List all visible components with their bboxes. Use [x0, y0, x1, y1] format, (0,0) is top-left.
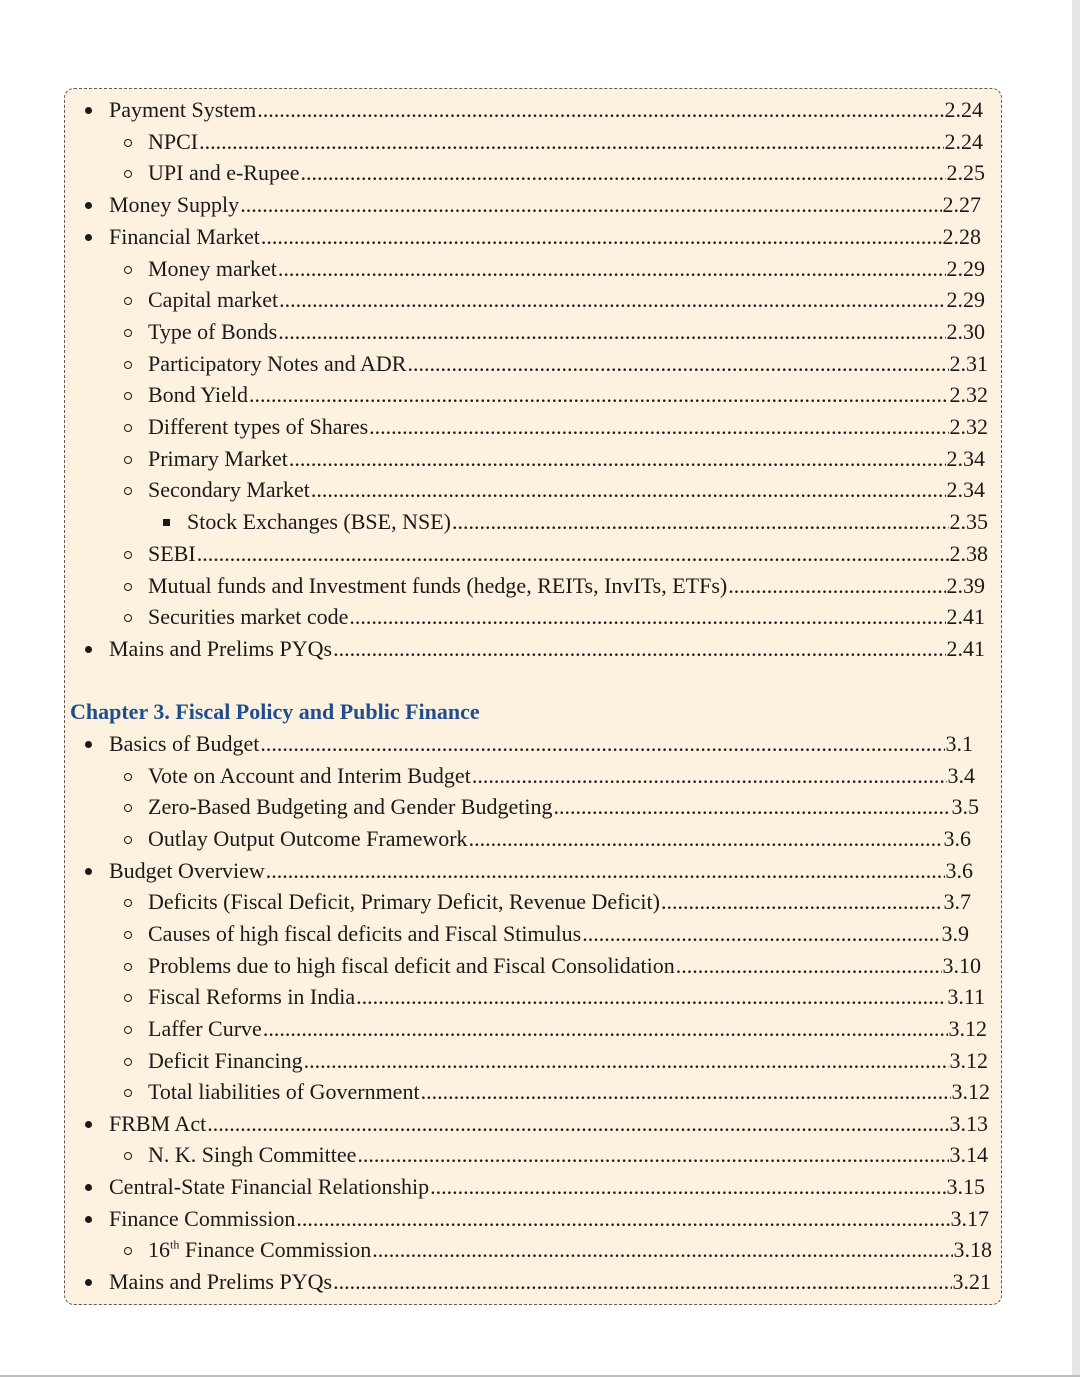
toc-entry-label: Total liabilities of Government: [148, 1079, 420, 1105]
dot-leader: [289, 444, 946, 474]
toc-entry-label: Type of Bonds: [148, 318, 278, 344]
toc-page-number: 3.12: [949, 1047, 988, 1073]
dot-leader: [369, 412, 948, 442]
toc-page-number: 2.28: [942, 223, 981, 249]
bullet-disc-icon: [85, 741, 92, 748]
bullet-disc-icon: [85, 646, 92, 653]
toc-entry-superscript: th: [170, 1238, 180, 1253]
toc-entry[interactable]: [148, 571, 985, 601]
toc-page-number: 2.30: [946, 318, 985, 344]
dot-leader: [356, 982, 946, 1012]
toc-entry-label: Different types of Shares: [148, 414, 369, 439]
dot-leader: [260, 729, 944, 759]
toc-page-number: 2.31: [949, 350, 988, 376]
toc-page-number: 3.6: [945, 857, 973, 883]
dot-leader: [311, 475, 946, 505]
toc-entry[interactable]: [109, 95, 983, 125]
bullet-circle-icon: [124, 773, 132, 781]
toc-entry-label: Capital market: [148, 287, 279, 313]
toc-entry-label: N. K. Singh Committee: [148, 1142, 357, 1168]
toc-entry-label: Outlay Output Outcome Framework: [148, 825, 468, 851]
toc-entry[interactable]: [109, 1109, 988, 1139]
toc-entry[interactable]: [148, 412, 988, 442]
toc-entry-label: Basics of Budget: [109, 731, 260, 756]
toc-entry-label: Fiscal Reforms in India: [148, 984, 356, 1010]
dot-leader: [301, 158, 946, 188]
dot-leader: [421, 1077, 951, 1107]
bullet-circle-icon: [124, 836, 132, 844]
dot-leader: [296, 1204, 949, 1234]
dot-leader: [452, 507, 949, 537]
toc-page-number: 2.41: [946, 635, 985, 661]
toc-entry-label: Money Supply: [109, 192, 240, 218]
toc-entry-label: Primary Market: [148, 445, 288, 471]
toc-entry-label: Payment System: [109, 97, 257, 122]
dot-leader: [278, 317, 945, 347]
toc-page-number: 3.15: [946, 1174, 985, 1200]
bullet-circle-icon: [124, 551, 132, 559]
dot-leader: [430, 1172, 945, 1202]
toc-page-number: 3.12: [951, 1079, 990, 1105]
toc-page-number: 3.5: [951, 794, 979, 820]
toc-entry-label: SEBI: [148, 540, 196, 566]
toc-entry-label: Deficits (Fiscal Deficit, Primary Deficit, Revenue Deficit): [148, 889, 660, 915]
dot-leader: [261, 222, 942, 252]
bullet-disc-icon: [85, 868, 92, 875]
toc-page-number: 2.29: [946, 255, 985, 281]
toc-entry-label: Problems due to high fiscal deficit and Fiscal Consolidation: [148, 952, 675, 978]
toc-entry[interactable]: [148, 349, 988, 379]
dot-leader: [728, 571, 945, 601]
toc-page-number: 2.39: [946, 572, 985, 598]
toc-entry-label: Stock Exchanges (BSE, NSE): [187, 509, 451, 535]
toc-page-number: 3.10: [942, 952, 981, 978]
toc-entry[interactable]: [109, 729, 973, 759]
toc-page-number: 3.6: [943, 825, 971, 851]
toc-page-number: 2.24: [944, 128, 983, 154]
bullet-circle-icon: [124, 139, 132, 147]
toc-page-number: 3.21: [952, 1269, 991, 1295]
bullet-circle-icon: [124, 1058, 132, 1066]
toc-page-number: 2.32: [949, 414, 988, 439]
toc-entry[interactable]: [148, 539, 988, 569]
toc-page-number: 3.7: [943, 889, 971, 915]
dot-leader: [279, 285, 945, 315]
bullet-circle-icon: [124, 361, 132, 369]
dot-leader: [407, 349, 948, 379]
dot-leader: [357, 1140, 948, 1170]
dot-leader: [257, 95, 943, 125]
page-scrollbar[interactable]: [1072, 0, 1080, 1377]
toc-entry-label: Money market: [148, 255, 277, 281]
toc-entry-label: Budget Overview: [109, 857, 265, 883]
toc-page-number: 2.32: [949, 382, 988, 408]
toc-entry[interactable]: [109, 1267, 991, 1297]
toc-entry[interactable]: [148, 824, 971, 854]
toc-entry-label: Deficit Financing: [148, 1047, 303, 1073]
toc-entry[interactable]: [148, 919, 969, 949]
toc-entry[interactable]: [148, 602, 985, 632]
bullet-disc-icon: [85, 1216, 92, 1223]
bullet-circle-icon: [124, 963, 132, 971]
toc-entry[interactable]: [148, 761, 975, 791]
toc-entry[interactable]: [148, 475, 985, 505]
dot-leader: [249, 380, 948, 410]
toc-entry[interactable]: [148, 254, 985, 284]
toc-page-number: 3.13: [949, 1110, 988, 1136]
toc-page-number: 3.1: [945, 731, 973, 756]
toc-entry[interactable]: [109, 634, 985, 664]
bullet-disc-icon: [85, 1279, 92, 1286]
bullet-circle-icon: [124, 583, 132, 591]
toc-page-number: 2.27: [942, 192, 981, 218]
toc-entry-label: Securities market code: [148, 604, 349, 630]
bullet-circle-icon: [124, 1026, 132, 1034]
toc-entry[interactable]: [109, 190, 981, 220]
toc-entry[interactable]: [148, 1014, 987, 1044]
toc-page-number: 2.35: [949, 509, 988, 535]
toc-entry[interactable]: [148, 285, 985, 315]
bullet-circle-icon: [124, 456, 132, 464]
toc-entry[interactable]: [109, 222, 981, 252]
bullet-square-icon: [163, 519, 170, 526]
toc-page-number: 2.34: [946, 445, 985, 471]
bullet-disc-icon: [85, 107, 92, 114]
toc-page-number: 2.24: [944, 97, 983, 122]
toc-entry[interactable]: [148, 380, 988, 410]
toc-entry-label: Finance Commission: [109, 1205, 296, 1231]
toc-entry[interactable]: [148, 127, 983, 157]
toc-page-number: 3.9: [941, 920, 969, 946]
toc-page-number: 2.29: [946, 287, 985, 313]
toc-entry-label: Mains and Prelims PYQs: [109, 635, 333, 661]
dot-leader: [661, 887, 943, 917]
toc-page-number: 2.41: [946, 604, 985, 630]
toc-entry-label: Mutual funds and Investment funds (hedge, REITs, InvITs, ETFs): [148, 572, 728, 598]
toc-entry[interactable]: [148, 792, 979, 822]
toc-entry-label: Bond Yield: [148, 382, 249, 408]
toc-entry-label: Secondary Market: [148, 477, 310, 503]
toc-page-number: 2.38: [949, 540, 988, 566]
chapter-3-heading: Chapter 3. Fiscal Policy and Public Finance: [70, 699, 480, 724]
dot-leader: [240, 190, 941, 220]
toc-page-number: 2.25: [946, 160, 985, 186]
bullet-disc-icon: [85, 1121, 92, 1128]
dot-leader: [333, 1267, 951, 1297]
dot-leader: [263, 1014, 948, 1044]
bullet-circle-icon: [124, 266, 132, 274]
dot-leader: [469, 824, 943, 854]
toc-entry[interactable]: [187, 507, 988, 537]
toc-entry[interactable]: [109, 856, 973, 886]
bullet-disc-icon: [85, 234, 92, 241]
toc-entry-label: Laffer Curve: [148, 1015, 262, 1041]
toc-entry-label: 16th Finance Commission: [148, 1237, 372, 1263]
dot-leader: [372, 1235, 952, 1265]
toc-entry[interactable]: [148, 1046, 988, 1076]
toc-entry[interactable]: [148, 317, 985, 347]
toc-entry-label: UPI and e-Rupee: [148, 160, 300, 186]
dot-leader: [349, 602, 945, 632]
dot-leader: [676, 951, 942, 981]
toc-page-number: 3.12: [948, 1015, 987, 1041]
toc-entry[interactable]: [148, 1077, 990, 1107]
toc-entry-label: Mains and Prelims PYQs: [109, 1269, 333, 1295]
dot-leader: [278, 254, 946, 284]
toc-entry[interactable]: [148, 887, 971, 917]
toc-entry-label: Zero-Based Budgeting and Gender Budgeting: [148, 794, 553, 820]
toc-page-number: 3.17: [950, 1205, 989, 1231]
dot-leader: [199, 127, 943, 157]
bullet-circle-icon: [124, 329, 132, 337]
toc-entry-label: NPCI: [148, 128, 199, 154]
toc-entry-label: Central-State Financial Relationship: [109, 1174, 430, 1200]
toc-entry[interactable]: [148, 1235, 992, 1265]
toc-page-number: 3.4: [947, 762, 975, 788]
dot-leader: [333, 634, 945, 664]
toc-page-number: 3.18: [953, 1237, 992, 1263]
toc-page-number: 2.34: [946, 477, 985, 503]
toc-entry-label: Participatory Notes and ADR: [148, 350, 407, 376]
toc-entry[interactable]: [148, 1140, 988, 1170]
toc-entry[interactable]: [148, 951, 981, 981]
toc-entry-label: Vote on Account and Interim Budget: [148, 762, 471, 788]
dot-leader: [472, 761, 947, 791]
toc-entry[interactable]: [109, 1204, 989, 1234]
dot-leader: [304, 1046, 949, 1076]
dot-leader: [207, 1109, 948, 1139]
toc-entry[interactable]: [148, 158, 985, 188]
toc-entry-label: FRBM Act: [109, 1110, 207, 1136]
toc-entry[interactable]: [148, 982, 985, 1012]
dot-leader: [582, 919, 940, 949]
dot-leader: [266, 856, 945, 886]
toc-page-number: 3.14: [949, 1142, 988, 1168]
dot-leader: [553, 792, 950, 822]
toc-entry-label: Causes of high fiscal deficits and Fiscal Stimulus: [148, 920, 582, 946]
bullet-circle-icon: [124, 424, 132, 432]
dot-leader: [197, 539, 949, 569]
toc-page-number: 3.11: [947, 984, 985, 1010]
toc-entry[interactable]: [148, 444, 985, 474]
toc-entry[interactable]: [109, 1172, 985, 1202]
bullet-circle-icon: [124, 931, 132, 939]
toc-entry-label: Financial Market: [109, 223, 260, 249]
